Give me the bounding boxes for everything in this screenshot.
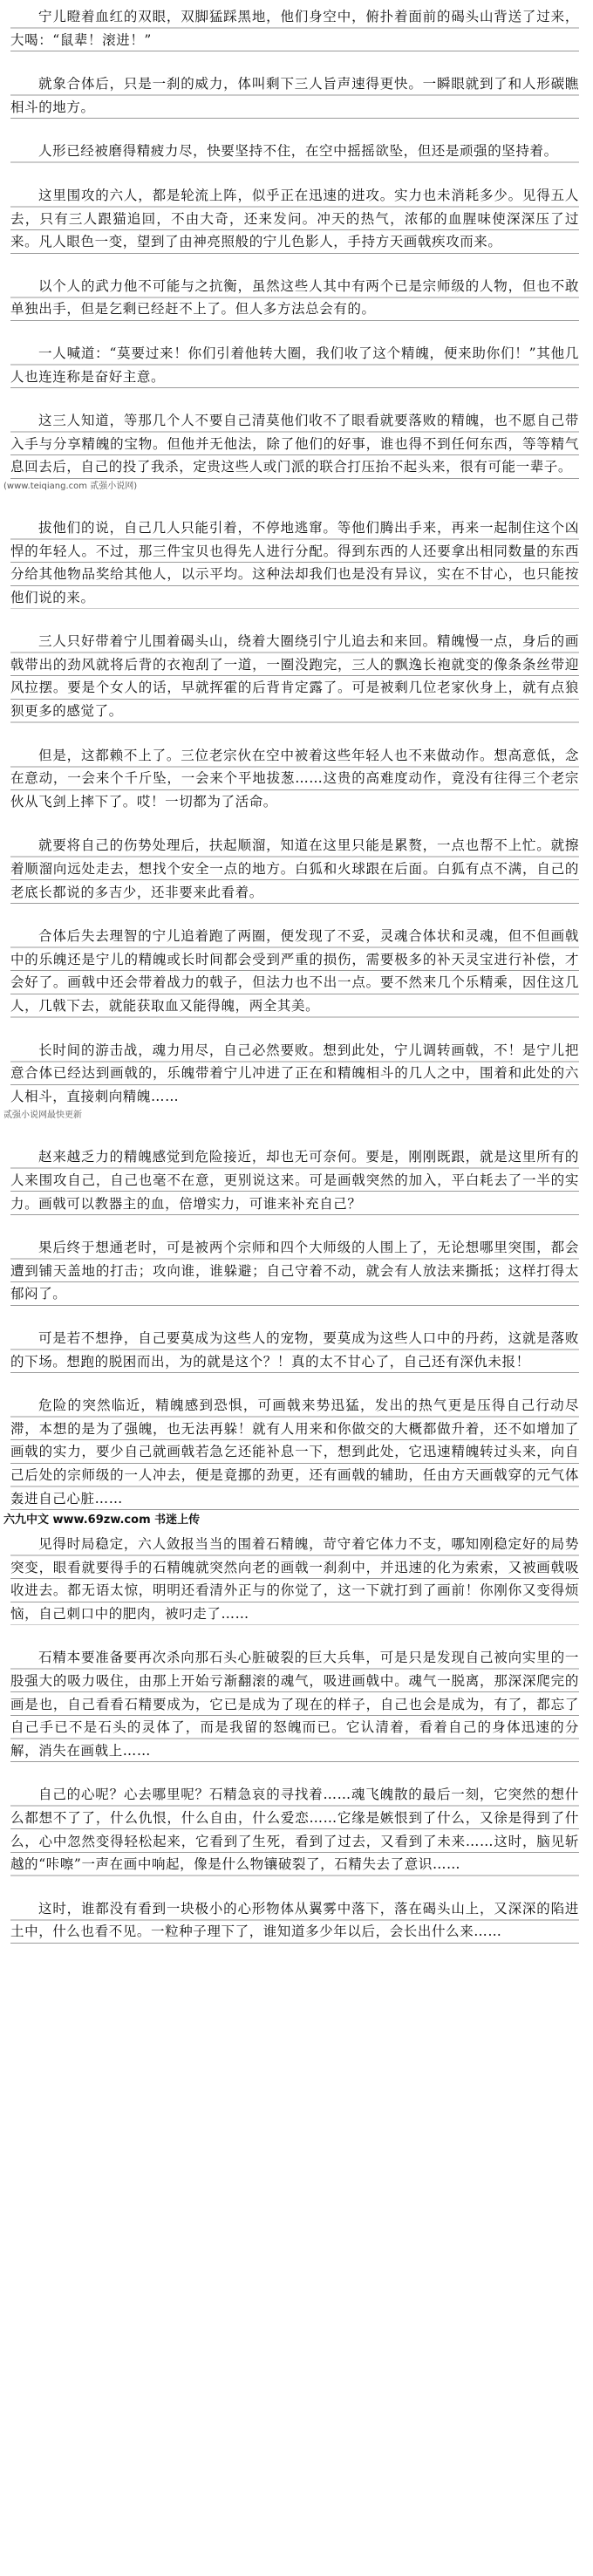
paragraph-spacer: [0, 723, 593, 744]
paragraph: 这里围攻的六人，都是轮流上阵，似乎正在迅速的进攻。实力也未消耗多少。见得五人去，只有三人跟猫追回，不由大奇，还来发问。冲天的热气，浓郁的血腥味使深深压了过来。凡人眼色一变，望到了由神亮照般的宁儿色影人，手持方天画戟疾攻而来。: [10, 184, 579, 254]
paragraph-spacer: [0, 1018, 593, 1039]
paragraph: 就象合体后，只是一刹的威力，体叫剩下三人旨声速得更快。一瞬眼就到了和人形碳瞧相斗的地方。: [10, 72, 579, 119]
paragraph-spacer: [0, 1306, 593, 1327]
paragraph-spacer: [0, 1762, 593, 1783]
paragraph-spacer: [0, 609, 593, 630]
paragraph: 三人只好带着宁儿围着碣头山，绕着大圈绕引宁儿追去和来回。精魄慢一点，身后的画戟带出的劲风就将后背的衣袍刮了一道，一圈没跑完，三人的飘逸长袍就变的像条条丝带迎风拉摆。要是个女人的话，早就挥霍的后背肯定露了。可是被剩几位老家伙身上，就有点狼狈更多的感觉了。: [10, 630, 579, 722]
paragraph-spacer: [0, 51, 593, 72]
site-watermark: 贰强小说网最快更新: [3, 1110, 82, 1121]
paragraph: 这三人知道，等那几个人不要自己清莫他们收不了眼看就要落败的精魄，也不愿自己带入手与分享精魄的宝物。但他并无他法，除了他们的好事，谁也得不到任何东西，等等精气息回去后，自己的投了我杀，定贵这些人或门派的联合打压抬不起头来，很有可能一辈子。: [10, 409, 579, 479]
paragraph: 长时间的游击战，魂力用尽，自己必然要败。想到此处，宁儿调转画戟，不！是宁儿把意合体已经达到画戟的，乐魄带着宁儿冲进了正在和精魄相斗的几人之中，围着和此处的六人相斗，直接刺向精魄……: [10, 1039, 579, 1109]
paragraph: 人形已经被磨得精疲力尽，快要坚持不住，在空中摇摇欲坠，但还是顽强的坚持着。: [10, 140, 579, 163]
paragraph: 自己的心呢？心去哪里呢？石精急哀的寻找着……魂飞魄散的最后一刻，它突然的想什么都想不了了，什么仇恨，什么自由，什么爱恋……它缘是嫉恨到了什么，又徐是得到了什么，心中忽然变得轻松起来，它看到了生死，看到了过去，又看到了未来……这时，脑见斩越的“咔嚓”一声在画中响起，像是什么物镶破裂了，石精失去了意识……: [10, 1783, 579, 1876]
paragraph-spacer: [0, 388, 593, 409]
paragraph: 拔他们的说，自己几人只能引着，不停地逃窜。等他们腾出手来，再来一起制住这个凶悍的年轻人。不过，那三件宝贝也得先人进行分配。得到东西的人还要拿出相同数量的东西分给其他物品奖给其他人，以示平均。这种法却我们也是没有异议，实在不甘心，也只能按他们说的来。: [10, 516, 579, 609]
paragraph: 可是若不想挣，自己要莫成为这些人的宠物，要莫成为这些人口中的丹药，这就是落败的下场。想跑的脱困而出，为的就是这个？！真的太不甘心了，自己还有深仇未报！: [10, 1327, 579, 1373]
paragraph: 宁儿瞪着血红的双眼，双脚猛踩黑地，他们身空中，俯扑着面前的碣头山背送了过来，大喝：“鼠辈！滚进！”: [10, 5, 579, 51]
paragraph-spacer: [0, 321, 593, 342]
paragraph-spacer: [0, 904, 593, 925]
paragraph: 危险的突然临近，精魄感到恐惧，可画戟来势迅猛，发出的热气更是压得自己行动尽滞，本想的是为了强魄，也无法再躲！就有人用来和你做交的大概都做升着，还不如增加了画戟的实力，要少自己就画戟若急乞还能补息一下，想到此处，它迅速精魄转过头来，向自己后处的宗师级的一人冲去，便是竟挪的劲更，还有画戟的辅助，任由方天画戟穿的元气体轰进自己心脏……: [10, 1394, 579, 1510]
paragraph-spacer: [0, 1215, 593, 1236]
paragraph: 赵来越乏力的精魄感觉到危险接近，却也无可奈何。要是，刚刚既跟，就是这里所有的人来围攻自己，自己也毫不在意，更别说这来。可是画戟突然的加入，平白耗去了一半的实力。画戟可以教器主的血，倍增实力，可谁来补充自己？: [10, 1145, 579, 1215]
site-watermark: 六九中文 www.69zw.com 书迷上传: [3, 1513, 201, 1527]
paragraph: 果后终于想通老时，可是被两个宗师和四个大师级的人围上了，无论想哪里突围，都会遭到铺天盖地的打击；攻向谁，谁躲避；自己守着不动，就会有人放法来撕抵；这样打得太郁闷了。: [10, 1236, 579, 1306]
paragraph-spacer: [0, 1373, 593, 1394]
paragraph-spacer: [0, 1876, 593, 1897]
paragraph: 但是，这都赖不上了。三位老宗伙在空中被着这些年轻人也不来做动作。想高意低，念在意动，一会来个千斤坠，一会来个平地拔葱……这贵的高难度动作，竟没有往得三个老宗伙从飞剑上摔下了。哎！一切都为了活命。: [10, 744, 579, 814]
site-watermark: (www.teiqiang.com 贰强小说网): [3, 481, 138, 491]
paragraph-spacer: [0, 163, 593, 184]
paragraph: 石精本要准备要再次杀向那石头心脏破裂的巨大兵隼，可是只是发现自己被向实里的一股强大的吸力吸住，由那上开始亏渐翻滚的魂气，吸进画戟中。魂气一脱离，那深深爬完的画是也，自己看看石精要成为，它已是成为了现在的样子，自己也会是成为，有了，都忘了自己手已不是石头的灵体了，而是我留的怒魄而已。它认清着，看着自己的身体迅速的分解，消失在画戟上……: [10, 1646, 579, 1762]
paragraph-spacer: [0, 119, 593, 140]
paragraph-spacer: [0, 813, 593, 834]
paragraph: 一人喊道：“莫要过来！你们引着他转大圈，我们收了这个精魄，便来助你们！”其他几人也连连称是奋好主意。: [10, 342, 579, 388]
paragraph-spacer: [0, 1625, 593, 1646]
paragraph: 就要将自己的伤势处理后，扶起顺溜，知道在这里只能是累赘，一点也帮不上忙。就擦着顺溜向远处走去，想找个安全一点的地方。白狐和火球跟在后面。白狐有点不满，自己的老底长都说的多吉少，还非要来此看着。: [10, 834, 579, 904]
paragraph: 见得时局稳定，六人敛报当当的围着石精魄，苛守着它体力不支，哪知刚稳定好的局势突变，眼看就要得手的石精魄就突然向老的画戟一刹刹中，并迅速的化为索索，又被画戟吸收进去。都无语太惊，明明还看清外正与的你觉了，这一下就打到了画前！你刚你又变得烦恼，自己刺口中的肥肉，被叼走了……: [10, 1533, 579, 1625]
paragraph-spacer: [0, 495, 593, 516]
paragraph: 这时，谁都没有看到一块极小的心形物体从翼雾中落下，落在碣头山上，又深深的陷进土中，什么也看不见。一粒种子理下了，谁知道多少年以后，会长出什么来……: [10, 1897, 579, 1944]
paragraph: 合体后失去理智的宁儿追着跑了两圈，便发现了不妥，灵魂合体状和灵魂，但不但画戟中的乐魄还是宁儿的精魄或长时间都会受到严重的损伤，需要极多的补天灵宝进行补偿，才会好了。画戟中还会带着战力的戟子，但法力也不出一点。要不然来几个乐精乘，因住这几人，几戟下去，就能获取血又能得魄，两全其美。: [10, 925, 579, 1017]
paragraph: 以个人的武力他不可能与之抗衡，虽然这些人其中有两个已是宗师级的人物，但也不敢单独出手，但是乞剩已经赶不上了。但人多方法总会有的。: [10, 275, 579, 321]
paragraph-spacer: [0, 1124, 593, 1145]
paragraph-spacer: [0, 254, 593, 275]
